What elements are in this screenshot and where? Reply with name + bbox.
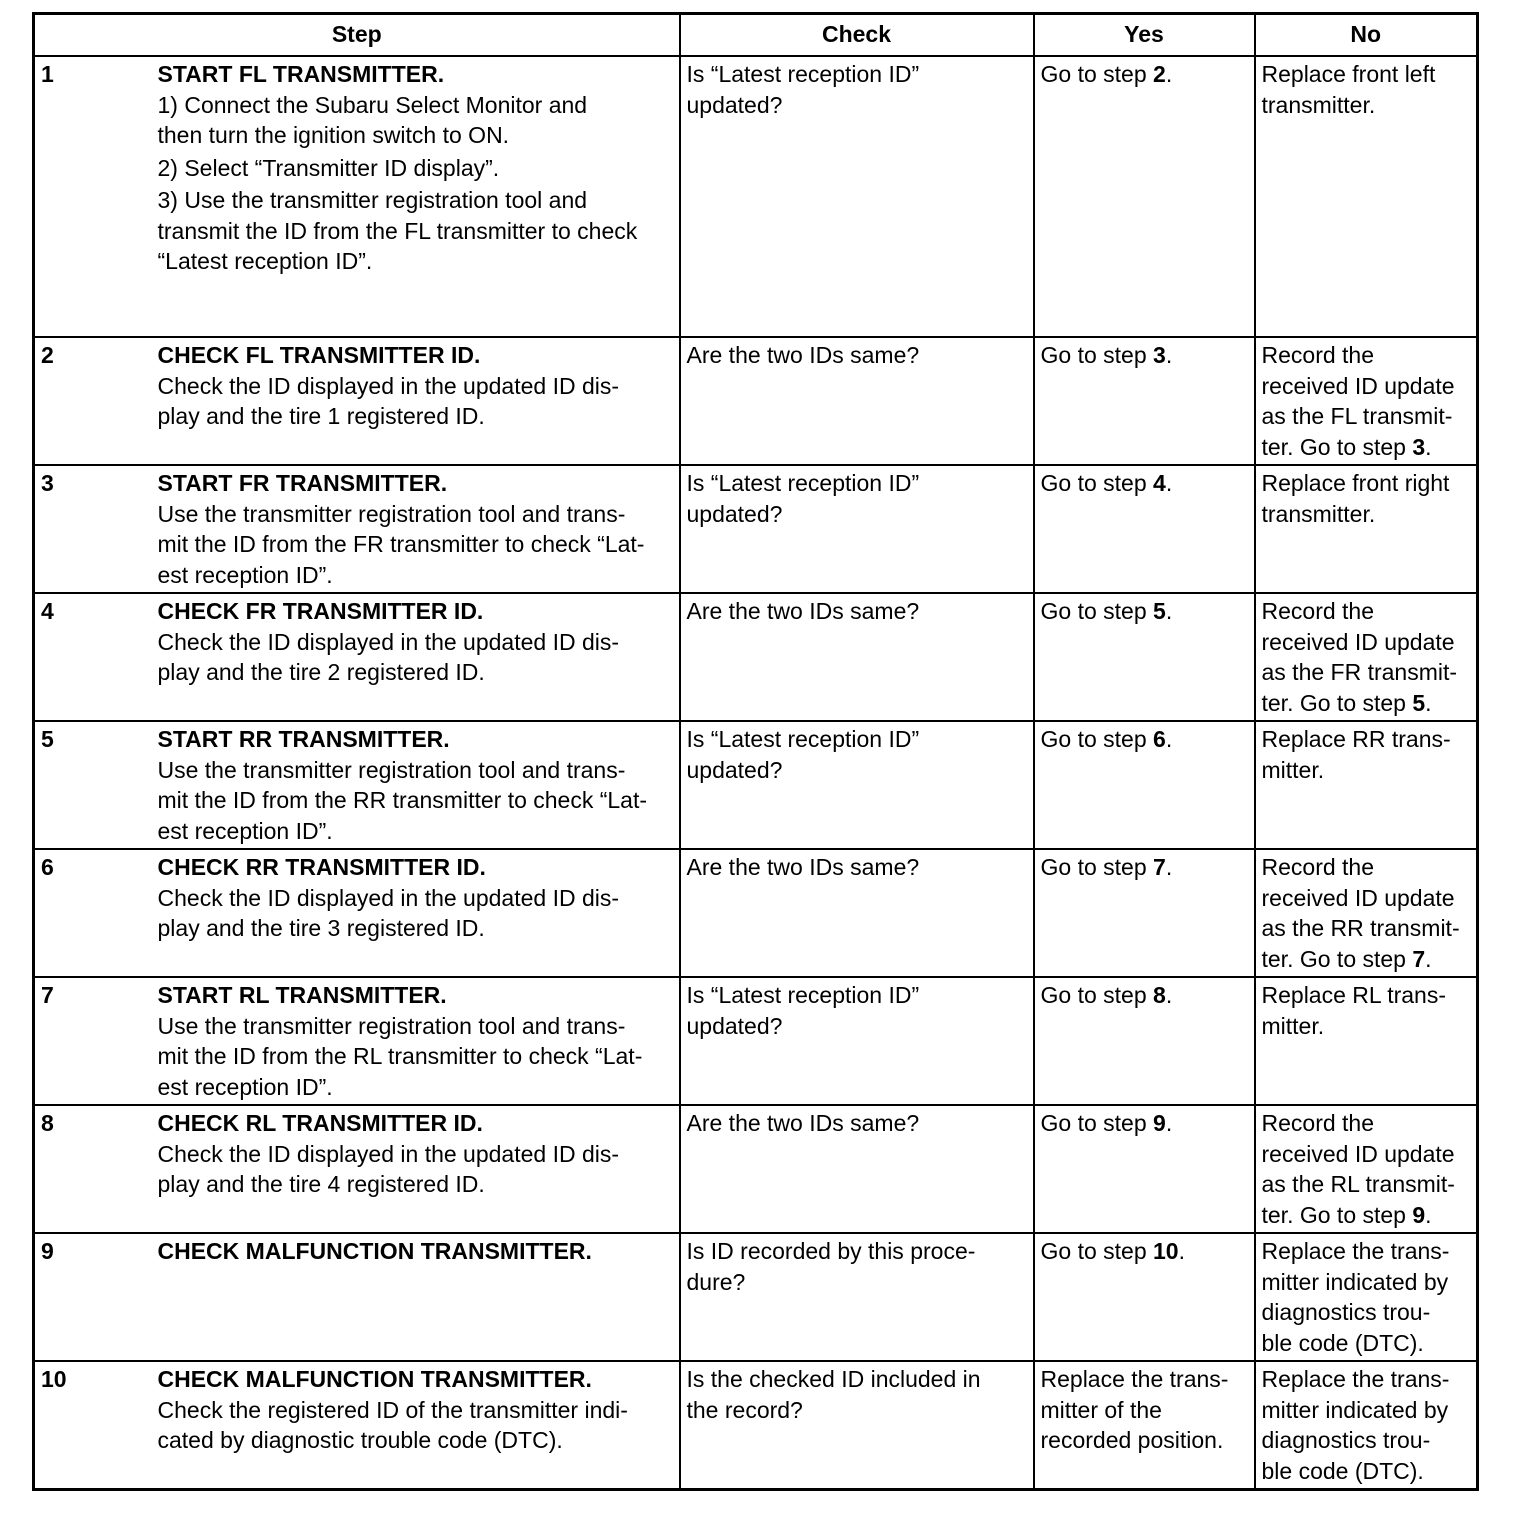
no-line: [1262, 627, 1471, 658]
no-action: [1255, 1105, 1478, 1233]
no-line-text: mitter indicated by: [1261, 1268, 1449, 1295]
table-row: [34, 465, 1478, 593]
no-step-ref: 7: [1412, 945, 1426, 972]
yes-line: Replace the trans-: [1040, 1366, 1229, 1392]
no-line-text: diagnostics trou-: [1261, 1299, 1431, 1325]
check-question: [680, 337, 1034, 465]
no-line: [1262, 724, 1471, 755]
no-period: .: [1425, 433, 1432, 460]
no-period: .: [1425, 945, 1432, 972]
no-line: [1262, 468, 1471, 499]
yes-action: [1034, 849, 1255, 977]
yes-text: Go to step: [1040, 982, 1154, 1008]
check-question: [680, 56, 1034, 337]
no-action: [1255, 593, 1478, 721]
table-row: [34, 337, 1478, 465]
step-instruction-line: mit the ID from the RL transmitter to check “Lat-: [157, 1043, 643, 1069]
yes-text: Go to step: [1040, 1110, 1154, 1136]
no-line: [1262, 688, 1471, 719]
step-instruction-line: Use the transmitter registration tool and trans-: [157, 500, 626, 527]
no-action: [1255, 56, 1478, 337]
no-action: [1255, 337, 1478, 465]
table-row: [34, 593, 1478, 721]
step-instruction-line: play and the tire 4 registered ID.: [157, 1171, 485, 1197]
step-title: CHECK MALFUNCTION TRANSMITTER.: [157, 1366, 592, 1392]
yes-text: Go to step: [1040, 61, 1154, 87]
step-title: CHECK RR TRANSMITTER ID.: [157, 854, 486, 880]
step-instruction-line: est reception ID”.: [157, 1073, 333, 1100]
step-number: 1: [34, 56, 152, 337]
no-line-text: Replace front right: [1261, 470, 1450, 496]
yes-text: Go to step: [1040, 854, 1154, 880]
check-line: Is “Latest reception ID”: [686, 470, 920, 496]
check-line: Is the checked ID included in: [686, 1366, 981, 1392]
step-instruction-line: Use the transmitter registration tool and trans-: [157, 1012, 626, 1039]
no-action: [1255, 1233, 1478, 1361]
no-line: [1262, 90, 1471, 121]
step-title: CHECK FR TRANSMITTER ID.: [157, 598, 484, 624]
yes-text: Go to step: [1040, 1238, 1154, 1264]
no-line-text: Record the: [1261, 1110, 1375, 1136]
check-question: [680, 849, 1034, 977]
table-header-row: [34, 14, 1478, 57]
check-line: Is “Latest reception ID”: [686, 61, 920, 87]
no-step-ref: 3: [1412, 433, 1426, 460]
yes-action: [1034, 337, 1255, 465]
no-line-text: mitter.: [1261, 1012, 1325, 1039]
header-no: No: [1255, 14, 1478, 57]
step-title: START RL TRANSMITTER.: [157, 982, 447, 1008]
step-title: CHECK RL TRANSMITTER ID.: [157, 1110, 483, 1136]
no-line-text: received ID update: [1261, 372, 1455, 399]
yes-text: Go to step: [1040, 470, 1154, 496]
no-line: [1262, 1328, 1471, 1359]
no-line: [1262, 1395, 1471, 1426]
check-question: [680, 977, 1034, 1105]
no-line-text: Record the: [1261, 854, 1375, 880]
step-title: CHECK MALFUNCTION TRANSMITTER.: [157, 1238, 592, 1264]
no-line: [1262, 432, 1471, 463]
yes-step-ref: 3: [1153, 342, 1166, 368]
step-instruction-line: mit the ID from the RR transmitter to check “Lat-: [157, 787, 648, 813]
no-line: [1262, 596, 1471, 627]
check-question: [680, 1233, 1034, 1361]
no-line: [1262, 59, 1471, 90]
table-row: [34, 1105, 1478, 1233]
step-number: 7: [34, 977, 152, 1105]
no-action: [1255, 721, 1478, 849]
no-line: [1262, 1297, 1471, 1328]
step-description: [152, 1105, 680, 1233]
yes-line: recorded position.: [1040, 1427, 1224, 1453]
yes-period: .: [1165, 982, 1173, 1008]
no-line-text: Replace front left: [1261, 61, 1436, 87]
yes-period: .: [1165, 598, 1173, 624]
check-line: Is “Latest reception ID”: [686, 982, 920, 1008]
no-line: [1262, 1267, 1471, 1298]
no-line-text: transmitter.: [1261, 500, 1376, 527]
no-line-text: Record the: [1261, 342, 1375, 368]
table-row: [34, 721, 1478, 849]
no-line: [1262, 852, 1471, 883]
step-instruction-line: Check the ID displayed in the updated ID dis-: [157, 628, 620, 655]
no-action: [1255, 1361, 1478, 1489]
check-line: updated?: [686, 91, 783, 118]
check-question: [680, 593, 1034, 721]
step-instruction-line: Check the ID displayed in the updated ID dis-: [157, 372, 620, 399]
yes-line: mitter of the: [1040, 1396, 1162, 1423]
no-action: [1255, 465, 1478, 593]
step-number: 3: [34, 465, 152, 593]
no-action: [1255, 849, 1478, 977]
yes-step-ref: 2: [1153, 61, 1166, 87]
table-row: [34, 1233, 1478, 1361]
step-instruction-line: Check the ID displayed in the updated ID dis-: [157, 884, 620, 911]
table-row: [34, 849, 1478, 977]
header-yes: Yes: [1034, 14, 1255, 57]
check-line: Are the two IDs same?: [686, 598, 920, 624]
no-line: [1262, 657, 1471, 688]
no-line-text: transmitter.: [1261, 91, 1376, 118]
yes-step-ref: 9: [1153, 1110, 1166, 1136]
no-line-text: ter. Go to step: [1261, 689, 1413, 716]
step-description: [152, 593, 680, 721]
yes-action: [1034, 56, 1255, 337]
no-line-text: ter. Go to step: [1261, 433, 1413, 460]
step-instruction-line: mit the ID from the FR transmitter to check “Lat-: [157, 531, 645, 557]
no-step-ref: 9: [1412, 1201, 1426, 1228]
step-instruction-line: cated by diagnostic trouble code (DTC).: [157, 1427, 563, 1453]
no-line: [1262, 401, 1471, 432]
no-line-text: ter. Go to step: [1261, 1201, 1413, 1228]
yes-action: [1034, 721, 1255, 849]
no-line: [1262, 371, 1471, 402]
check-line: the record?: [686, 1396, 803, 1423]
step-description: [152, 337, 680, 465]
no-line: [1262, 1200, 1471, 1231]
no-line: [1262, 1011, 1471, 1042]
no-line-text: as the FR transmit-: [1261, 659, 1458, 685]
no-line: [1262, 1425, 1471, 1456]
step-instruction-line: then turn the ignition switch to ON.: [157, 122, 510, 148]
step-number: 8: [34, 1105, 152, 1233]
no-line-text: Record the: [1261, 598, 1375, 624]
step-instruction-line: play and the tire 1 registered ID.: [157, 403, 485, 429]
check-question: [680, 1105, 1034, 1233]
yes-step-ref: 6: [1153, 726, 1166, 752]
no-line-text: as the FL transmit-: [1261, 403, 1453, 429]
step-instruction-line: est reception ID”.: [157, 817, 333, 844]
check-line: updated?: [686, 756, 783, 783]
no-line: [1262, 883, 1471, 914]
step-description: [152, 977, 680, 1105]
step-instruction-line: 2) Select “Transmitter ID display”.: [157, 154, 500, 181]
yes-period: .: [1165, 342, 1173, 368]
yes-action: [1034, 977, 1255, 1105]
step-title: START RR TRANSMITTER.: [157, 726, 450, 752]
header-check: Check: [680, 14, 1034, 57]
step-description: [152, 849, 680, 977]
step-description: [152, 1361, 680, 1489]
diagnostic-table: [32, 12, 1479, 1491]
yes-action: [1034, 593, 1255, 721]
check-question: [680, 465, 1034, 593]
no-line-text: ter. Go to step: [1261, 945, 1413, 972]
check-line: Are the two IDs same?: [686, 854, 920, 880]
no-line-text: received ID update: [1261, 884, 1455, 911]
no-line: [1262, 944, 1471, 975]
no-line-text: ble code (DTC).: [1261, 1457, 1424, 1484]
step-number: 2: [34, 337, 152, 465]
step-number: 5: [34, 721, 152, 849]
step-description: [152, 1233, 680, 1361]
step-number: 4: [34, 593, 152, 721]
step-instruction-line: play and the tire 2 registered ID.: [157, 659, 485, 685]
yes-period: .: [1165, 61, 1173, 87]
check-line: updated?: [686, 1012, 783, 1039]
yes-step-ref: 4: [1153, 470, 1166, 496]
step-instruction-line: Use the transmitter registration tool and trans-: [157, 756, 626, 783]
no-line-text: received ID update: [1261, 1140, 1455, 1167]
step-instruction-line: “Latest reception ID”.: [157, 248, 373, 274]
yes-period: .: [1165, 854, 1173, 880]
check-line: dure?: [686, 1268, 746, 1295]
step-instruction-line: transmit the ID from the FL transmitter to check: [157, 217, 638, 244]
check-line: Is “Latest reception ID”: [686, 726, 920, 752]
step-instruction-line: Check the ID displayed in the updated ID dis-: [157, 1140, 620, 1167]
no-line: [1262, 1364, 1471, 1395]
no-line: [1262, 1236, 1471, 1267]
step-number: 6: [34, 849, 152, 977]
no-line: [1262, 1139, 1471, 1170]
no-line-text: Replace RR trans-: [1261, 726, 1451, 752]
step-description: [152, 465, 680, 593]
yes-period: .: [1178, 1238, 1185, 1264]
header-step: Step: [34, 14, 680, 57]
check-line: Is ID recorded by this proce-: [686, 1238, 976, 1264]
table-row: [34, 1361, 1478, 1489]
step-instruction-line: play and the tire 3 registered ID.: [157, 915, 485, 941]
no-period: .: [1425, 689, 1432, 716]
step-title: START FR TRANSMITTER.: [157, 470, 448, 496]
no-line-text: Replace the trans-: [1261, 1366, 1450, 1392]
no-step-ref: 5: [1412, 689, 1426, 716]
yes-step-ref: 5: [1153, 598, 1166, 624]
no-line-text: received ID update: [1261, 628, 1455, 655]
step-title: CHECK FL TRANSMITTER ID.: [157, 342, 481, 368]
no-line-text: Replace RL trans-: [1261, 982, 1447, 1008]
step-description: [152, 721, 680, 849]
no-line: [1262, 755, 1471, 786]
table-row: [34, 977, 1478, 1105]
yes-text: Go to step: [1040, 726, 1154, 752]
step-instruction-line: 3) Use the transmitter registration tool and: [157, 187, 588, 213]
check-question: [680, 1361, 1034, 1489]
no-line: [1262, 1108, 1471, 1139]
yes-action: [1034, 1105, 1255, 1233]
no-line: [1262, 340, 1471, 371]
check-question: [680, 721, 1034, 849]
check-line: updated?: [686, 500, 783, 527]
step-description: [152, 56, 680, 337]
yes-action: [1034, 465, 1255, 593]
yes-period: .: [1165, 1110, 1173, 1136]
yes-period: .: [1165, 470, 1173, 496]
yes-text: Go to step: [1040, 598, 1154, 624]
yes-action: [1034, 1361, 1255, 1489]
no-line-text: mitter.: [1261, 756, 1325, 783]
yes-step-ref: 10: [1153, 1238, 1179, 1264]
no-action: [1255, 977, 1478, 1105]
step-instruction-line: est reception ID”.: [157, 561, 333, 588]
check-line: Are the two IDs same?: [686, 342, 920, 368]
table-body: [34, 56, 1478, 1489]
no-line-text: Replace the trans-: [1261, 1238, 1450, 1264]
yes-text: Go to step: [1040, 342, 1154, 368]
no-line: [1262, 913, 1471, 944]
no-line-text: diagnostics trou-: [1261, 1427, 1431, 1453]
no-line-text: mitter indicated by: [1261, 1396, 1449, 1423]
table-row: [34, 56, 1478, 337]
yes-action: [1034, 1233, 1255, 1361]
yes-period: .: [1165, 726, 1173, 752]
step-instruction-line: Check the registered ID of the transmitter indi-: [157, 1396, 628, 1423]
yes-step-ref: 7: [1153, 854, 1166, 880]
no-line: [1262, 499, 1471, 530]
step-number: 10: [34, 1361, 152, 1489]
no-line-text: as the RL transmit-: [1261, 1171, 1455, 1197]
check-line: Are the two IDs same?: [686, 1110, 920, 1136]
no-line: [1262, 1169, 1471, 1200]
no-line-text: as the RR transmit-: [1261, 915, 1460, 941]
no-line: [1262, 980, 1471, 1011]
step-title: START FL TRANSMITTER.: [157, 61, 445, 87]
no-line: [1262, 1456, 1471, 1487]
step-number: 9: [34, 1233, 152, 1361]
yes-step-ref: 8: [1153, 982, 1166, 1008]
no-line-text: ble code (DTC).: [1261, 1329, 1424, 1356]
step-instruction-line: 1) Connect the Subaru Select Monitor and: [157, 91, 588, 118]
no-period: .: [1425, 1201, 1432, 1228]
